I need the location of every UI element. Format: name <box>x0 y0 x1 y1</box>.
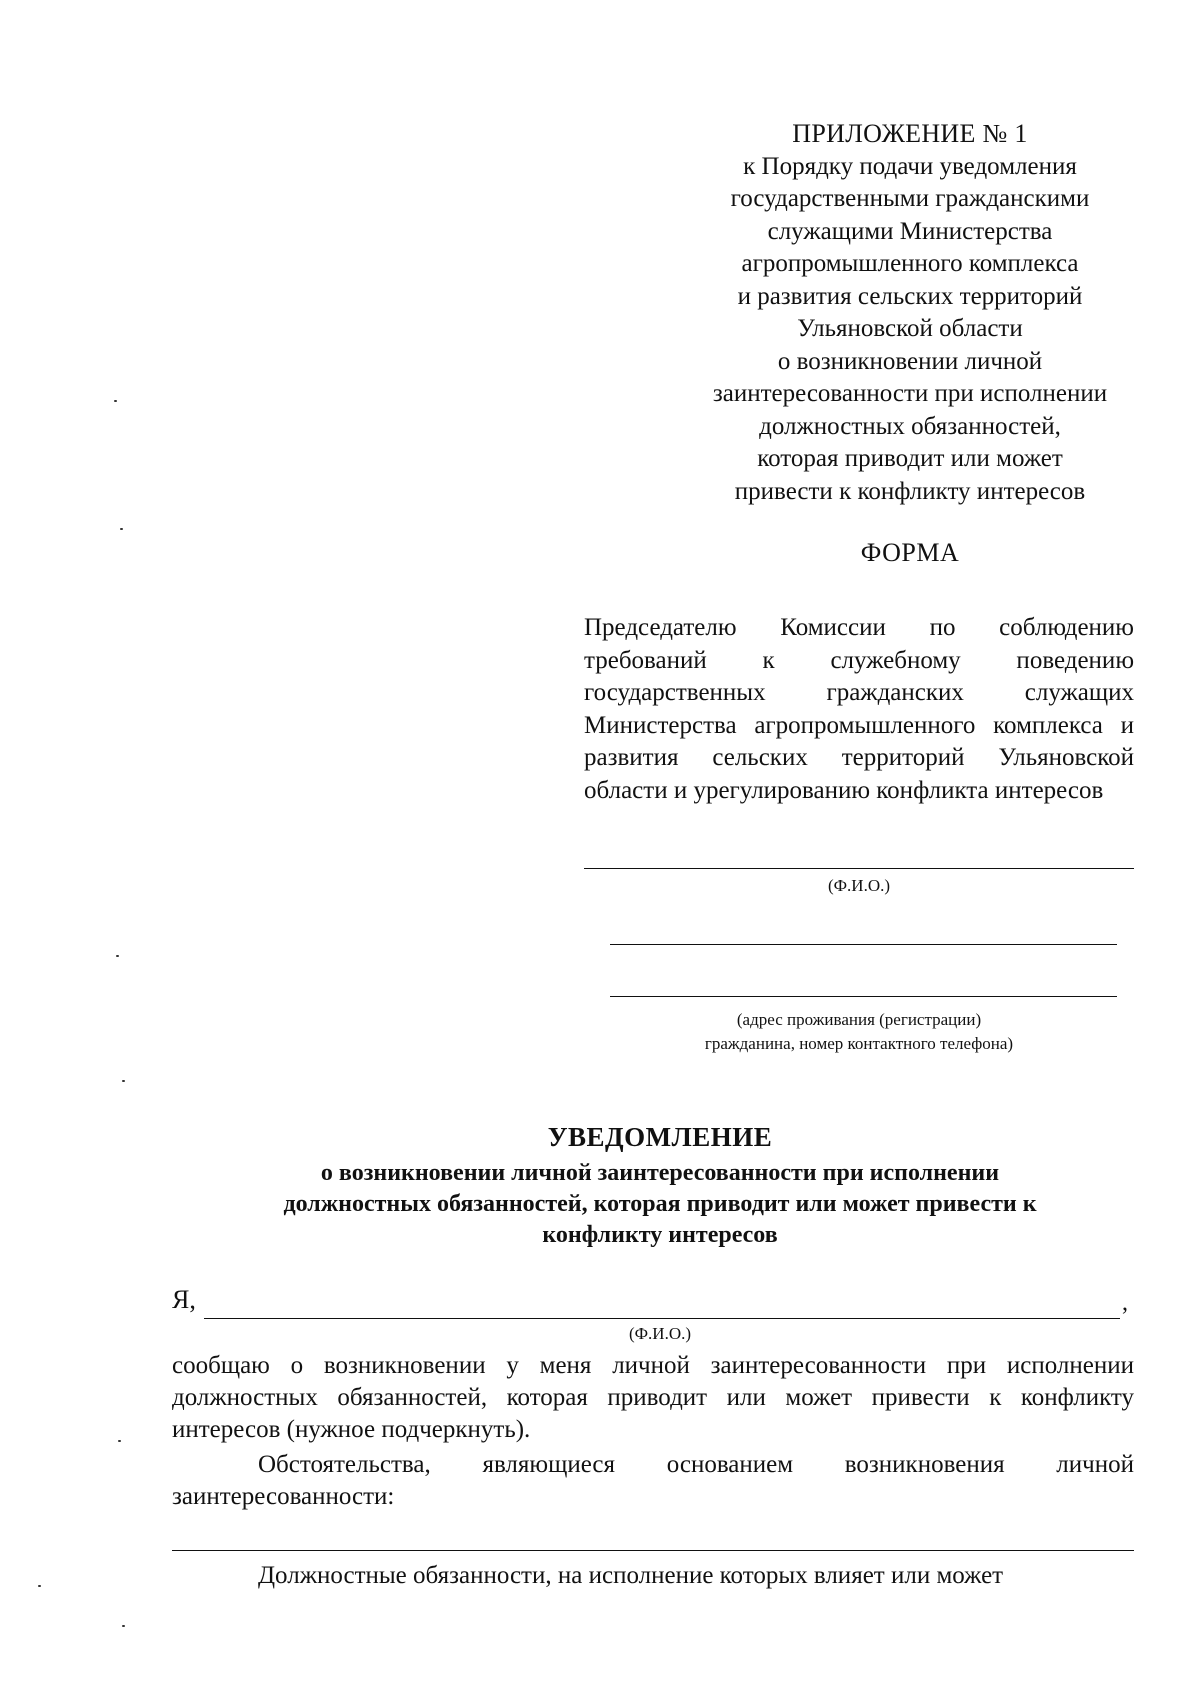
appendix-line: к Порядку подачи уведомления <box>743 152 1077 180</box>
appendix-header <box>680 118 1140 508</box>
appendix-line: о возникновении личной <box>777 347 1043 375</box>
appendix-line: привести к конфликту интересов <box>734 477 1086 505</box>
body-paragraph-3: Должностные обязанности, на исполнение которых влияет или может <box>258 1562 1004 1589</box>
scan-speck <box>38 1585 41 1587</box>
notification-subtitle <box>160 1158 1160 1251</box>
applicant-fio-caption: (Ф.И.О.) <box>628 1324 692 1343</box>
scan-speck <box>120 528 123 530</box>
address-caption-line: гражданина, номер контактного телефона) <box>704 1034 1014 1053</box>
address-line-1[interactable] <box>610 944 1117 945</box>
applicant-fio-line[interactable] <box>204 1318 1120 1319</box>
address-caption <box>584 1008 1134 1056</box>
appendix-line: которая приводит или может <box>757 445 1063 472</box>
scan-speck <box>118 1440 121 1442</box>
addressee-text: Председателю Комиссии по соблюдению требований к служебному поведению государственных гражданских служащих Министерства агропромышленного комплекса и развития сельских территорий Ульяновской области и урегулированию конфликта интересов <box>584 614 1134 804</box>
scan-speck <box>122 1080 125 1082</box>
address-caption-line: (адрес проживания (регистрации) <box>736 1010 982 1029</box>
scan-speck <box>122 1625 125 1627</box>
appendix-line: заинтересованности при исполнении <box>712 380 1108 407</box>
appendix-title: ПРИЛОЖЕНИЕ № 1 <box>792 119 1028 148</box>
scan-speck <box>116 955 119 957</box>
fio-comma: , <box>1122 1290 1128 1316</box>
notification-title: УВЕДОМЛЕНИЕ <box>547 1122 773 1152</box>
address-line-2[interactable] <box>610 996 1117 997</box>
appendix-line: государственными гражданскими <box>730 185 1090 212</box>
ya-label: Я, <box>172 1285 196 1314</box>
body-paragraph-2: Обстоятельства, являющиеся основанием возникновения личной заинтересованности: <box>172 1451 1134 1510</box>
circumstances-line[interactable] <box>172 1550 1134 1551</box>
appendix-line: Ульяновской области <box>797 315 1023 342</box>
body-paragraph-1: сообщаю о возникновении у меня личной заинтересованности при исполнении должностных обязанностей, которая приводит или может привести к конфликту интересов (нужное подчеркнуть). <box>172 1352 1134 1443</box>
appendix-line: агропромышленного комплекса <box>741 250 1079 277</box>
appendix-line: должностных обязанностей, <box>759 412 1061 440</box>
addressee-fio-line[interactable] <box>584 868 1134 869</box>
addressee-fio-caption: (Ф.И.О.) <box>827 876 891 895</box>
scan-speck <box>114 400 117 402</box>
form-label: ФОРМА <box>860 538 960 567</box>
appendix-line: служащими Министерства <box>767 217 1053 245</box>
appendix-line: и развития сельских территорий <box>737 282 1083 310</box>
notification-subtitle-text: о возникновении личной заинтересованности при исполнении должностных обязанностей, которая приводит или может привести к конфликту интересов <box>283 1160 1037 1248</box>
